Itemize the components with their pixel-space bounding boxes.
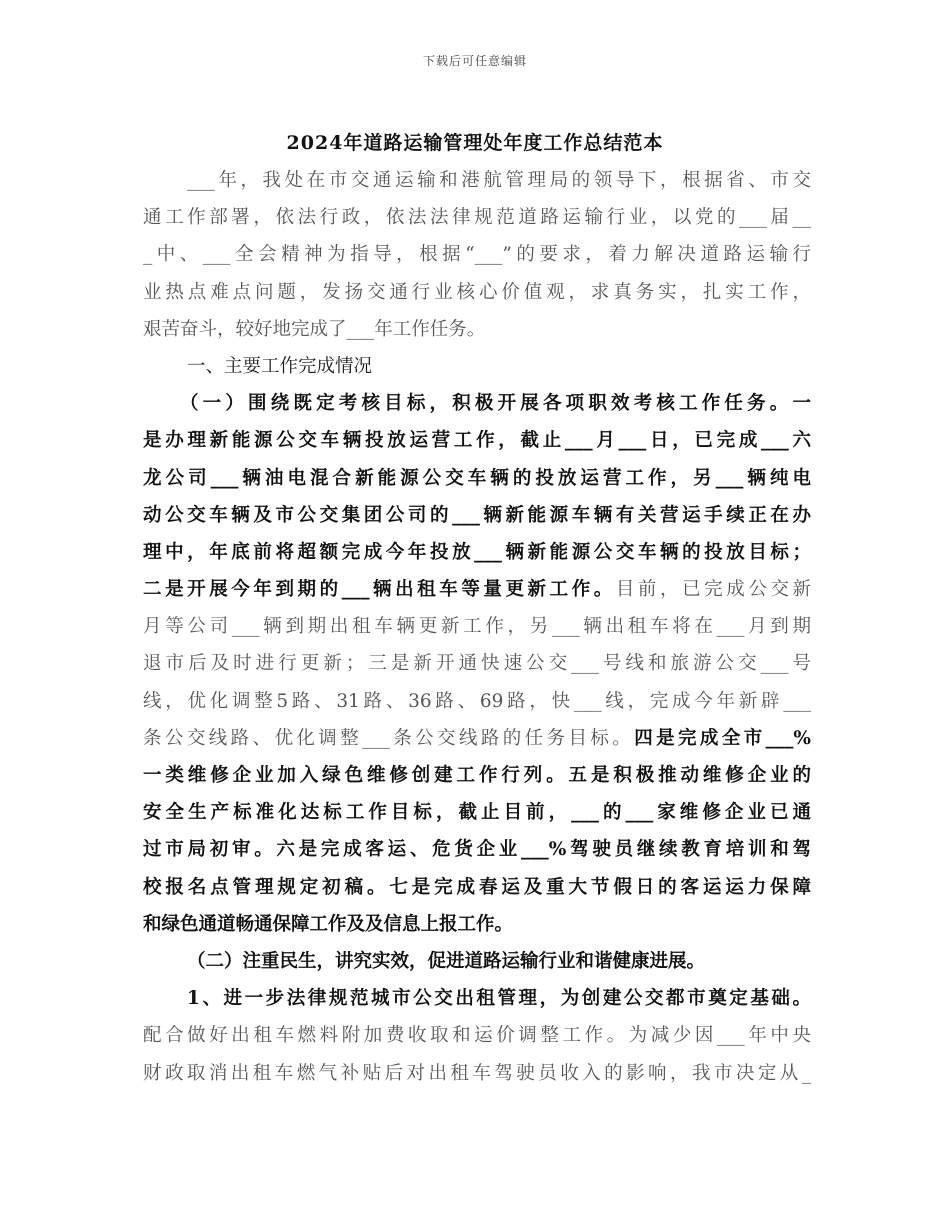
body-line: ___年，我处在市交通运输和港航管理局的领导下，根据省、市交 (187, 170, 811, 191)
body-line (143, 720, 811, 757)
body-line: 安全生产标准化达标工作目标，截止目前，___的___家维修企业已通 (143, 802, 811, 824)
body-line: 财政取消出租车燃气补贴后对出租车驾驶员收入的影响，我市决定从_ (143, 1062, 811, 1084)
body-line: 一类维修企业加入绿色维修创建工作行列。五是积极推动维修企业的 (143, 765, 811, 786)
text-segment: 条公交线路、优化调整___条公交线路的任务目标。 (143, 727, 635, 749)
body-line: 配合做好出租车燃料附加费收取和运价调整工作。为减少因___年中央 (143, 1025, 811, 1047)
document-body (143, 162, 811, 1092)
body-line: 一、主要工作完成情况 (187, 355, 373, 377)
body-line: 动公交车辆及市公交集团公司的___辆新能源车辆有关营运手续正在办 (143, 504, 811, 526)
body-line: 艰苦奋斗，较好地完成了___年工作任务。 (143, 318, 486, 340)
text-segment: 目前，已完成公交新 (615, 579, 811, 601)
body-line: （二）注重民生，讲究实效，促进道路运输行业和谐健康进展。 (187, 950, 706, 972)
body-line: 线，优化调整5路、31路、36路、69路，快___线，完成今年新辟___ (143, 690, 811, 712)
body-line: 龙公司___辆油电混合新能源公交车辆的投放运营工作，另___辆纯电 (143, 467, 811, 489)
body-line: 过市局初审。六是完成客运、危货企业___%驾驶员继续教育培训和驾 (143, 839, 811, 861)
body-line: （一）围绕既定考核目标，积极开展各项职效考核工作任务。一 (180, 393, 811, 415)
document-title: 2024年道路运输管理处年度工作总结范本 (286, 132, 664, 154)
body-line (143, 571, 811, 608)
body-line: 业热点难点问题，发扬交通行业核心价值观，求真务实，扎实工作， (143, 281, 811, 303)
body-line: _中、___全会精神为指导，根据“___”的要求，着力解决道路运输行 (143, 244, 811, 266)
body-line: 月等公司___辆到期出租车辆更新工作，另___辆出租车将在___月到期 (143, 616, 811, 638)
body-line: 和绿色通道畅通保障工作及及信息上报工作。 (143, 913, 514, 935)
text-segment: 四是完成全市___% (634, 727, 811, 749)
body-line: 校报名点管理规定初稿。七是完成春运及重大节假日的客运运力保障 (143, 876, 811, 898)
page-header: 下载后可任意编辑 (422, 54, 527, 68)
body-line: 通工作部署，依法行政，依法法律规范道路运输行业，以党的___届__ (143, 207, 811, 229)
text-segment: 二是开展今年到期的___辆出租车等量更新工作。 (143, 579, 616, 601)
body-line: 是办理新能源公交车辆投放运营工作，截止___月___日，已完成___六 (143, 430, 811, 452)
body-line: 退市后及时进行更新；三是新开通快速公交___号线和旅游公交___号 (143, 653, 811, 675)
body-line: 1、进一步法律规范城市公交出租管理，为创建公交都市奠定基础。 (187, 988, 811, 1010)
body-line: 理中，年底前将超额完成今年投放___辆新能源公交车辆的投放目标； (143, 541, 811, 563)
